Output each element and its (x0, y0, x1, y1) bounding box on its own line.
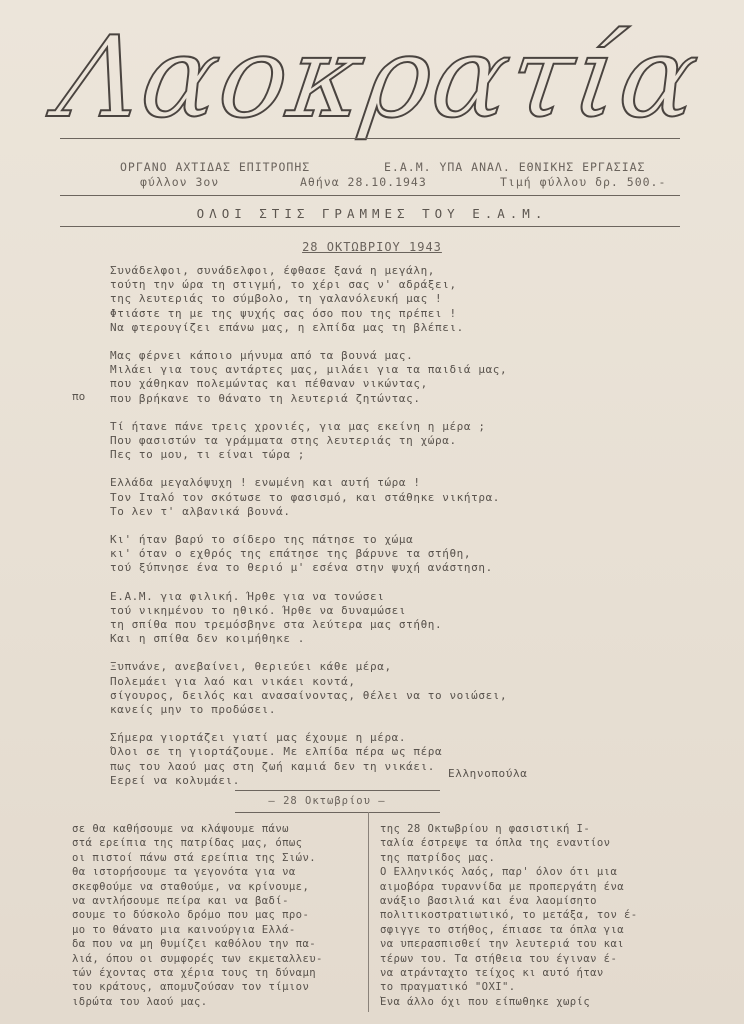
poem-stanza (110, 349, 580, 406)
masthead (50, 13, 708, 143)
article-line: να αντλήσουμε πείρα και να βαδί- (72, 895, 289, 908)
header-price: Τιμή φύλλου δρ. 500.- (500, 175, 667, 189)
masthead-title: Λαοκρατία (50, 13, 708, 143)
article-line: να υπερασπισθεί την λευτεριά του και (380, 938, 625, 951)
article-line: θα ιστορήσουμε τα γεγονότα για να (72, 866, 296, 879)
column-title: — 28 Οκτωβρίου — (268, 795, 386, 807)
poem-stanza (110, 533, 580, 576)
article-line: σφιγγε το στήθος, έπιασε τα όπλα για (380, 923, 625, 936)
poem-line: Εερεί να κολυμάει. (110, 773, 241, 787)
poem-line: σίγουρος, δειλός και ανασαίνοντας, θέλει να το νοιώσει, (110, 688, 508, 702)
poem-line: Το λεν τ' αλβανικά βουνά. (110, 504, 291, 518)
poem-line: της λευτεριάς το σύμβολο, τη γαλανόλευκή μας ! (110, 292, 443, 306)
poem-line: τη σπίθα που τρεμόσβηνε στα λεύτερα μας στήθη. (110, 618, 443, 632)
article-line: να ατράνταχτο τείχος κι αυτό ήταν (380, 967, 604, 980)
poem-stanza (110, 476, 580, 519)
slogan: ΟΛΟΙ ΣΤΙΣ ΓΡΑΜΜΕΣ ΤΟΥ Ε.Α.Μ. (196, 206, 548, 221)
article-line: τέρων του. Τα στήθεια του έγιναν έ- (380, 952, 618, 965)
poem-stanza (110, 660, 580, 717)
header-organ: ΟΡΓΑΝΟ ΑΧΤΙΔΑΣ ΕΠΙΤΡΟΠΗΣ (120, 160, 311, 174)
article-line: δα που να μη θυμίζει καθόλου την πα- (72, 938, 317, 951)
article-right-column (380, 822, 680, 1009)
poem-stanza (110, 264, 580, 335)
poem-line: Φτιάστε τη με της ψυχής σας όσο που της πρέπει ! (110, 306, 457, 320)
poem-signature: Ελληνοπούλα (448, 767, 528, 780)
article-line: σε θα καθήσουμε να κλάψουμε πάνω (72, 823, 289, 835)
article-line: του κράτους, απομυζούσαν τον τίμιον (72, 981, 310, 994)
poem-line: Συνάδελφοι, συνάδελφοι, έφθασε ξανά η μεγάλη, (110, 264, 436, 277)
article-line: μο το θάνατο μια καινούργια Ελλά- (72, 923, 296, 936)
article-line: λιά, όπου οι συμφορές των εκμεταλλευ- (72, 952, 323, 965)
poem-line: Μας φέρνει κάποιο μήνυμα από τα βουνά μας. (110, 349, 414, 363)
header-org: Ε.Α.Μ. ΥΠΑ ΑΝΑΛ. ΕΘΝΙΚΗΣ ΕΡΓΑΣΙΑΣ (384, 160, 646, 174)
article-line: σκεφθούμε να σταθούμε, να κρίνουμε, (72, 880, 310, 893)
poem-line: κανείς μην το προδώσει. (110, 703, 277, 717)
article-left-column (72, 822, 362, 1009)
poem-line: τούτη την ώρα τη στιγμή, το χέρι σας ν' αδράξει, (110, 278, 457, 292)
poem-line: Όλοι σε τη γιορτάζουμε. Με ελπίδα πέρα ως πέρα (110, 745, 443, 759)
article-line: τών έχοντας στα χέρια τους τη δύναμη (72, 967, 317, 980)
poem-line: Ξυπνάνε, ανεβαίνει, θεριεύει κάθε μέρα, (110, 660, 392, 674)
poem-line: Να φτερουγίζει επάνω μας, η ελπίδα μας τη βλέπει. (110, 320, 464, 334)
poem-line: που χάθηκαν πολεμώντας και πέθαναν νικώντας, (110, 377, 428, 391)
poem-line: Που φασιστών τα γράμματα στης λευτεριάς τη χώρα. (110, 434, 457, 448)
poem-line: τού νικημένου το ηθικό. Ήρθε να δυναμώσει (110, 603, 407, 617)
article-line: το πραγματικό "ΟΧΙ". (380, 981, 516, 994)
column-title-rule-top (235, 790, 440, 791)
article-line: σουμε το δύσκολο δρόμο που μας προ- (72, 909, 310, 922)
poem-line: Πολεμάει για λαό και νικάει κοντά, (110, 674, 356, 688)
article-line: πολιτικοστρατιωτικό, το μετάξα, τον έ- (380, 909, 638, 922)
header-place-date: Αθήνα 28.10.1943 (300, 175, 427, 189)
date-heading: 28 ΟΚΤΩΒΡΙΟΥ 1943 (302, 240, 442, 254)
header-rule-top (60, 195, 680, 196)
article-line: ανάξιο βασιλιά και ένα λαομίσητο (380, 895, 597, 908)
column-title-rule-bottom (235, 812, 440, 813)
poem-line: Κι' ήταν βαρύ το σίδερο της πάτησε το χώμα (110, 533, 414, 547)
article-line: ταλία έστρεψε τα όπλα της εναντίον (380, 837, 611, 850)
poem-line: Ε.Α.Μ. για φιλική. Ήρθε για να τονώσει (110, 589, 385, 603)
poem-stanza (110, 590, 580, 647)
article-line: Ένα άλλο όχι που είπωθηκε χωρίς (380, 995, 591, 1008)
poem-line: πως του λαού μας στη ζωή καμιά δεν τη νικάει. (110, 759, 436, 773)
article-line: στά ερείπια της πατρίδας μας, όπως (72, 837, 303, 850)
article-line: αιμοβόρα τυραννίδα με προπεργάτη ένα (380, 880, 625, 893)
poem-line: Μιλάει για τους αντάρτες μας, μιλάει για τα παιδιά μας, (110, 363, 508, 377)
poem-line: Τον Ιταλό τον σκότωσε το φασισμό, και στάθηκε νικήτρα. (110, 490, 501, 504)
poem-line: τού ξύπνησε ένα το θεριό μ' εσένα στην ψυχή ανάστηση. (110, 561, 493, 575)
article-line: οι πιστοί πάνω στά ερείπια της Σιών. (72, 851, 317, 864)
header-rule-bottom (60, 226, 680, 227)
masthead-rule (60, 138, 680, 139)
poem-line: Τί ήτανε πάνε τρεις χρονιές, για μας εκείνη η μέρα ; (110, 419, 486, 433)
poem-stanza (110, 420, 580, 463)
column-divider (368, 812, 369, 1012)
article-line: Ο Ελληνικός λαός, παρ' όλον ότι μια (380, 866, 618, 879)
article-line: της 28 Οκτωβρίου η φασιστική Ι- (380, 823, 591, 835)
article-line: ιδρώτα του λαού μας. (72, 995, 208, 1008)
poem-line: Πες το μου, τι είναι τώρα ; (110, 448, 306, 462)
poem (110, 264, 580, 802)
poem-line: Ελλάδα μεγαλόψυχη ! ενωμένη και αυτή τώρα ! (110, 476, 421, 490)
header-issue: φύλλον 3ον (140, 175, 220, 189)
margin-note: πο (72, 390, 86, 403)
poem-line: Σήμερα γιορτάζει γιατί μας έχουμε η μέρα. (110, 731, 407, 745)
poem-line: κι' όταν ο εχθρός της επάτησε της βάρυνε τα στήθη, (110, 547, 472, 561)
poem-line: Και η σπίθα δεν κοιμήθηκε . (110, 632, 306, 646)
article-line: της πατρίδος μας. (380, 851, 496, 864)
poem-line: που βρήκανε το θάνατο τη λευτεριά ζητώντας. (110, 391, 421, 405)
